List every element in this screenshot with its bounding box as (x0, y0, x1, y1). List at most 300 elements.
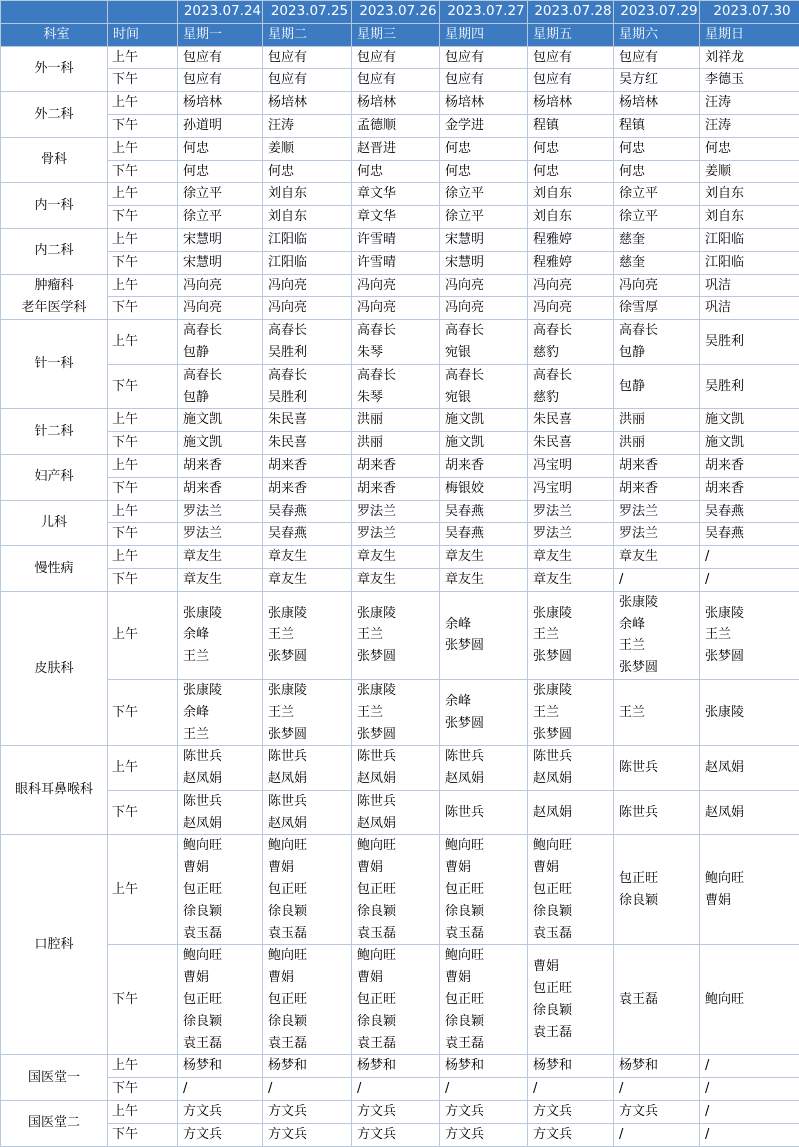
doctor-name: 陈世兵 (533, 746, 613, 768)
doctor-name: 朱民喜 (533, 432, 613, 454)
doctor-name: 曹娟 (533, 857, 613, 879)
department-cell (1, 92, 108, 138)
doctor-cell (700, 1078, 799, 1101)
doctor-name: 包正旺 (183, 989, 262, 1011)
doctor-name: 宛银 (445, 387, 527, 409)
doctor-name: 罗法兰 (183, 523, 262, 545)
column-header-cell: 星期六 (614, 23, 700, 46)
doctor-name: 巩洁 (705, 297, 799, 319)
doctor-cell (352, 228, 440, 251)
doctor-cell (263, 46, 352, 69)
doctor-name: / (619, 1124, 699, 1146)
doctor-cell (352, 432, 440, 455)
department-cell (1, 409, 108, 455)
doctor-cell (352, 1101, 440, 1124)
doctor-cell (178, 228, 263, 251)
doctor-name: 方文兵 (357, 1101, 439, 1123)
doctor-cell (528, 432, 614, 455)
doctor-name: 刘自东 (268, 183, 351, 205)
doctor-name: 张康陵 (183, 603, 262, 625)
doctor-cell (352, 568, 440, 591)
doctor-name: 曹娟 (183, 967, 262, 989)
doctor-name: 余峰 (183, 702, 262, 724)
doctor-name: 鲍向旺 (183, 835, 262, 857)
doctor-cell (440, 409, 528, 432)
doctor-cell (614, 364, 700, 409)
doctor-name: 王兰 (357, 624, 439, 646)
doctor-name: 包正旺 (445, 989, 527, 1011)
doctor-cell (178, 790, 263, 835)
doctor-cell (352, 297, 440, 320)
doctor-cell (614, 206, 700, 229)
doctor-cell (700, 432, 799, 455)
doctor-name: 吴春燕 (445, 523, 527, 545)
doctor-name: 罗法兰 (357, 501, 439, 523)
doctor-name: 施文凯 (445, 409, 527, 431)
doctor-cell (263, 454, 352, 477)
column-header-cell: 科室 (1, 23, 108, 46)
doctor-cell (614, 568, 700, 591)
doctor-name: 冯向亮 (268, 275, 351, 297)
doctor-name: 冯向亮 (357, 297, 439, 319)
doctor-cell (614, 790, 700, 835)
doctor-name: 赵凤娟 (183, 813, 262, 835)
doctor-cell (528, 92, 614, 115)
schedule-row (1, 320, 799, 365)
doctor-name: 洪丽 (619, 432, 699, 454)
doctor-name: / (705, 1124, 799, 1146)
time-slot-cell: 上午 (108, 746, 178, 791)
doctor-name: 徐雪厚 (619, 297, 699, 319)
doctor-name: 陈世兵 (357, 791, 439, 813)
doctor-name: 章友生 (183, 546, 262, 568)
doctor-cell (700, 364, 799, 409)
department-name: 儿科 (41, 515, 67, 530)
doctor-name: 朱民喜 (268, 432, 351, 454)
doctor-name: 吴春燕 (705, 523, 799, 545)
doctor-name: 包应有 (357, 69, 439, 91)
doctor-name: 徐良颖 (533, 1000, 613, 1022)
doctor-cell (440, 206, 528, 229)
doctor-cell (440, 46, 528, 69)
doctor-cell (614, 228, 700, 251)
doctor-cell (700, 297, 799, 320)
doctor-cell (440, 679, 528, 745)
doctor-name: 鲍向旺 (705, 989, 799, 1011)
doctor-cell (700, 114, 799, 137)
doctor-name: 袁王磊 (183, 1033, 262, 1055)
doctor-cell (614, 1078, 700, 1101)
schedule-row (1, 183, 799, 206)
doctor-cell (700, 523, 799, 546)
doctor-cell (528, 835, 614, 945)
doctor-name: 方文兵 (357, 1124, 439, 1146)
schedule-row (1, 1055, 799, 1078)
doctor-cell (178, 160, 263, 183)
date-header-cell: 2023.07.27 (440, 1, 528, 24)
doctor-cell (352, 409, 440, 432)
doctor-name: 何忠 (619, 161, 699, 183)
doctor-cell (700, 46, 799, 69)
doctor-name: 陈世兵 (445, 802, 527, 824)
doctor-name: 徐良颖 (183, 901, 262, 923)
time-slot-cell: 上午 (108, 500, 178, 523)
doctor-cell (614, 477, 700, 500)
doctor-cell (614, 297, 700, 320)
doctor-name: 程雅婷 (533, 252, 613, 274)
doctor-cell (352, 523, 440, 546)
schedule-row (1, 945, 799, 1055)
doctor-name: 张康陵 (357, 603, 439, 625)
doctor-name: 徐良颖 (357, 901, 439, 923)
schedule-row (1, 69, 799, 92)
doctor-cell (352, 46, 440, 69)
department-cell (1, 500, 108, 546)
doctor-cell (440, 183, 528, 206)
doctor-name: 杨梦和 (533, 1055, 613, 1077)
department-name: 针一科 (34, 356, 73, 371)
doctor-name: 章友生 (445, 546, 527, 568)
doctor-cell (352, 69, 440, 92)
doctor-cell (700, 137, 799, 160)
time-slot-cell: 下午 (108, 790, 178, 835)
doctor-cell (528, 320, 614, 365)
doctor-name: 曹娟 (357, 967, 439, 989)
doctor-cell (352, 92, 440, 115)
doctor-cell (700, 835, 799, 945)
schedule-row (1, 746, 799, 791)
doctor-name: 吴方红 (619, 69, 699, 91)
doctor-name: 包应有 (619, 47, 699, 69)
schedule-row (1, 790, 799, 835)
doctor-cell (263, 835, 352, 945)
doctor-name: 李德玉 (705, 69, 799, 91)
doctor-cell (614, 137, 700, 160)
department-cell (1, 454, 108, 500)
doctor-name: 冯宝明 (533, 478, 613, 500)
doctor-name: 鲍向旺 (268, 835, 351, 857)
doctor-name: 冯向亮 (533, 297, 613, 319)
doctor-name: 江阳临 (268, 252, 351, 274)
doctor-cell (614, 746, 700, 791)
doctor-name: 慈豹 (533, 342, 613, 364)
doctor-name: 包正旺 (357, 989, 439, 1011)
doctor-cell (528, 1101, 614, 1124)
doctor-cell (700, 92, 799, 115)
doctor-name: 包应有 (357, 47, 439, 69)
doctor-cell (700, 160, 799, 183)
doctor-name: 章友生 (357, 546, 439, 568)
doctor-name: / (705, 569, 799, 591)
doctor-name: 赵凤娟 (705, 802, 799, 824)
doctor-name: 冯向亮 (268, 297, 351, 319)
doctor-cell (178, 945, 263, 1055)
time-slot-cell: 下午 (108, 679, 178, 745)
doctor-cell (440, 790, 528, 835)
doctor-cell (614, 92, 700, 115)
doctor-name: 胡来香 (183, 478, 262, 500)
doctor-cell (178, 409, 263, 432)
doctor-cell (178, 546, 263, 569)
time-slot-cell: 上午 (108, 228, 178, 251)
doctor-name: / (619, 569, 699, 591)
doctor-name: 徐良颖 (183, 1011, 262, 1033)
doctor-cell (528, 409, 614, 432)
doctor-cell (700, 477, 799, 500)
doctor-cell (263, 1123, 352, 1146)
doctor-cell (352, 114, 440, 137)
doctor-name: 余峰 (445, 691, 527, 713)
doctor-name: 包正旺 (357, 879, 439, 901)
doctor-name: 王兰 (619, 702, 699, 724)
doctor-name: 徐立平 (619, 183, 699, 205)
doctor-name: 包静 (183, 342, 262, 364)
doctor-cell (700, 1055, 799, 1078)
doctor-cell (614, 274, 700, 297)
doctor-name: 张梦圆 (533, 646, 613, 668)
column-header-cell: 时间 (108, 23, 178, 46)
doctor-name: 梅银姣 (445, 478, 527, 500)
doctor-name: 方文兵 (619, 1101, 699, 1123)
doctor-name: 何忠 (268, 161, 351, 183)
doctor-name: 张康陵 (268, 680, 351, 702)
doctor-name: 冯向亮 (445, 275, 527, 297)
doctor-cell (352, 945, 440, 1055)
doctor-cell (352, 206, 440, 229)
doctor-name: 冯向亮 (183, 297, 262, 319)
department-name: 妇产科 (34, 469, 73, 484)
doctor-name: 包正旺 (533, 879, 613, 901)
doctor-cell (700, 1101, 799, 1124)
doctor-cell (178, 1055, 263, 1078)
doctor-name: 张康陵 (183, 680, 262, 702)
doctor-name: 慈豹 (533, 387, 613, 409)
doctor-cell (263, 477, 352, 500)
doctor-name: 徐立平 (445, 183, 527, 205)
doctor-cell (614, 500, 700, 523)
doctor-cell (440, 69, 528, 92)
doctor-cell (440, 945, 528, 1055)
doctor-cell (440, 500, 528, 523)
department-cell (1, 546, 108, 592)
time-slot-cell: 下午 (108, 251, 178, 274)
doctor-name: 曹娟 (533, 956, 613, 978)
doctor-name: 张康陵 (533, 680, 613, 702)
doctor-cell (352, 746, 440, 791)
date-header-cell: 2023.07.26 (352, 1, 440, 24)
doctor-cell (263, 274, 352, 297)
schedule-row (1, 251, 799, 274)
doctor-cell (614, 591, 700, 679)
doctor-cell (700, 1123, 799, 1146)
schedule-row (1, 591, 799, 679)
doctor-name: 包正旺 (268, 989, 351, 1011)
doctor-cell (352, 477, 440, 500)
doctor-cell (178, 1123, 263, 1146)
doctor-cell (263, 251, 352, 274)
doctor-cell (700, 228, 799, 251)
doctor-name: 何忠 (445, 161, 527, 183)
doctor-name: 朱琴 (357, 342, 439, 364)
date-header-row (1, 1, 799, 24)
doctor-name: 江阳临 (705, 229, 799, 251)
doctor-name: 徐立平 (183, 183, 262, 205)
doctor-name: 冯向亮 (357, 275, 439, 297)
doctor-name: 张康陵 (357, 680, 439, 702)
doctor-name: 袁王磊 (357, 1033, 439, 1055)
doctor-name: 方文兵 (445, 1124, 527, 1146)
doctor-name: 胡来香 (705, 455, 799, 477)
doctor-cell (352, 274, 440, 297)
doctor-name: 方文兵 (533, 1124, 613, 1146)
doctor-name: 鲍向旺 (268, 945, 351, 967)
doctor-cell (528, 297, 614, 320)
doctor-cell (178, 251, 263, 274)
doctor-cell (440, 454, 528, 477)
doctor-cell (440, 432, 528, 455)
doctor-name: 洪丽 (357, 432, 439, 454)
doctor-name: 徐良颖 (357, 1011, 439, 1033)
department-name: 皮肤科 (34, 661, 73, 676)
doctor-name: 洪丽 (357, 409, 439, 431)
doctor-name: 杨培林 (183, 92, 262, 114)
doctor-name: 宋慧明 (445, 252, 527, 274)
doctor-cell (440, 364, 528, 409)
doctor-cell (614, 945, 700, 1055)
schedule-row (1, 46, 799, 69)
doctor-cell (614, 183, 700, 206)
doctor-cell (352, 790, 440, 835)
doctor-cell (440, 546, 528, 569)
doctor-name: 吴春燕 (445, 501, 527, 523)
doctor-cell (528, 945, 614, 1055)
doctor-cell (352, 1078, 440, 1101)
schedule-row (1, 432, 799, 455)
doctor-name: 鲍向旺 (445, 835, 527, 857)
doctor-name: 刘自东 (268, 206, 351, 228)
doctor-name: 章友生 (533, 546, 613, 568)
doctor-cell (700, 945, 799, 1055)
doctor-name: 张康陵 (619, 592, 699, 614)
doctor-name: / (619, 1078, 699, 1100)
time-slot-cell: 上午 (108, 591, 178, 679)
doctor-cell (440, 320, 528, 365)
doctor-name: 赵凤娟 (357, 813, 439, 835)
time-slot-cell: 上午 (108, 46, 178, 69)
doctor-name: 慈奎 (619, 252, 699, 274)
time-slot-cell: 上午 (108, 835, 178, 945)
doctor-cell (700, 679, 799, 745)
doctor-name: 杨梦和 (268, 1055, 351, 1077)
doctor-name: 曹娟 (445, 857, 527, 879)
time-slot-cell: 上午 (108, 1055, 178, 1078)
doctor-cell (352, 183, 440, 206)
doctor-cell (178, 500, 263, 523)
doctor-name: 余峰 (619, 614, 699, 636)
doctor-name: 张梦圆 (268, 724, 351, 746)
doctor-name: 吴胜利 (268, 342, 351, 364)
time-slot-cell: 下午 (108, 206, 178, 229)
doctor-name: 赵凤娟 (533, 802, 613, 824)
doctor-cell (700, 790, 799, 835)
doctor-name: 程雅婷 (533, 229, 613, 251)
schedule-row (1, 364, 799, 409)
doctor-name: 包正旺 (619, 868, 699, 890)
doctor-name: 罗法兰 (619, 501, 699, 523)
schedule-row (1, 835, 799, 945)
doctor-name: 包静 (619, 342, 699, 364)
department-cell (1, 1055, 108, 1101)
doctor-name: 鲍向旺 (183, 945, 262, 967)
doctor-name: 高春长 (183, 365, 262, 387)
doctor-name: 包正旺 (268, 879, 351, 901)
doctor-name: 杨梦和 (619, 1055, 699, 1077)
doctor-name: 胡来香 (445, 455, 527, 477)
doctor-name: 陈世兵 (357, 746, 439, 768)
doctor-cell (700, 251, 799, 274)
department-cell (1, 137, 108, 183)
doctor-name: 王兰 (183, 724, 262, 746)
doctor-cell (263, 945, 352, 1055)
doctor-name: 赵凤娟 (268, 813, 351, 835)
date-header-cell (108, 1, 178, 24)
doctor-name: 包正旺 (445, 879, 527, 901)
doctor-name: 冯向亮 (619, 275, 699, 297)
doctor-name: 张梦圆 (445, 635, 527, 657)
doctor-cell (352, 454, 440, 477)
doctor-name: 包正旺 (183, 879, 262, 901)
doctor-name: 吴胜利 (705, 331, 799, 353)
doctor-name: 包应有 (445, 69, 527, 91)
doctor-cell (352, 364, 440, 409)
doctor-name: 何忠 (183, 138, 262, 160)
doctor-name: 刘自东 (705, 206, 799, 228)
doctor-cell (263, 206, 352, 229)
doctor-name: 赵晋进 (357, 138, 439, 160)
doctor-name: 杨培林 (445, 92, 527, 114)
doctor-name: 曹娟 (445, 967, 527, 989)
doctor-cell (440, 92, 528, 115)
department-name: 外一科 (34, 61, 73, 76)
doctor-cell (263, 1055, 352, 1078)
doctor-name: 朱琴 (357, 387, 439, 409)
doctor-name: 汪涛 (268, 115, 351, 137)
doctor-cell (528, 69, 614, 92)
department-name: 眼科耳鼻喉科 (15, 782, 93, 797)
doctor-cell (700, 568, 799, 591)
doctor-name: 方文兵 (268, 1124, 351, 1146)
doctor-cell (178, 92, 263, 115)
doctor-cell (178, 432, 263, 455)
doctor-cell (352, 137, 440, 160)
doctor-name: 王兰 (268, 624, 351, 646)
doctor-cell (440, 523, 528, 546)
schedule-row (1, 297, 799, 320)
doctor-cell (528, 679, 614, 745)
time-slot-cell: 下午 (108, 69, 178, 92)
doctor-name: 施文凯 (705, 432, 799, 454)
doctor-name: 包应有 (183, 69, 262, 91)
doctor-cell (614, 1101, 700, 1124)
schedule-row (1, 1123, 799, 1146)
doctor-name: 高春长 (619, 320, 699, 342)
schedule-row (1, 523, 799, 546)
doctor-name: / (357, 1078, 439, 1100)
doctor-name: 王兰 (183, 646, 262, 668)
doctor-name: 何忠 (705, 138, 799, 160)
doctor-cell (528, 1055, 614, 1078)
department-name: 外二科 (34, 107, 73, 122)
